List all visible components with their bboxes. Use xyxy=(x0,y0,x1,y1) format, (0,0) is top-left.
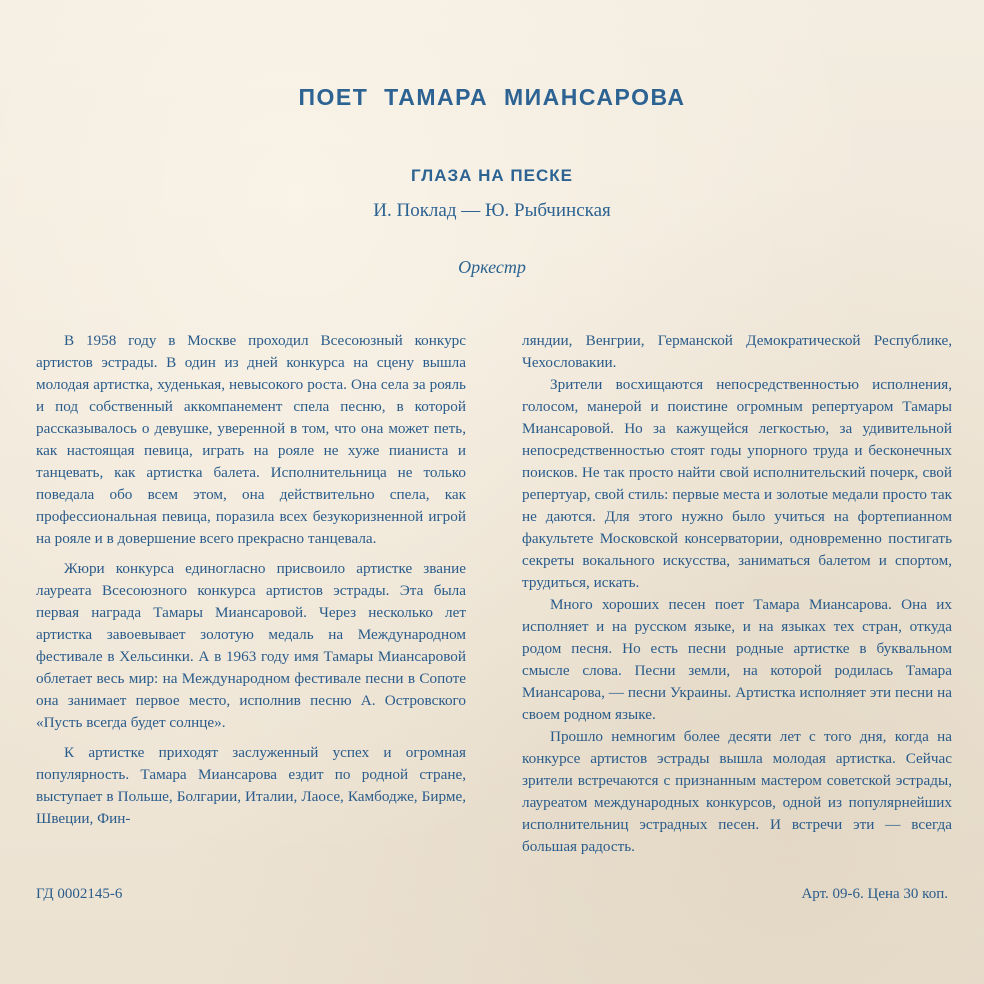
article-paragraph: Много хороших песен поет Тамара Миансарова. Она их исполняет и на русском языке, и на языках тех стран, откуда родом песня. Но есть песни родные артистке в буквальном смысле слова. Песни земли, на которой родилась Тамара Миансарова, — песни Украины. Артистка исполняет эти песни на своем родном языке. xyxy=(522,596,952,723)
album-title: ПОЕТ ТАМАРА МИАНСАРОВА xyxy=(298,84,686,110)
article-paragraph: Жюри конкурса единогласно присвоило артистке звание лауреата Всесоюзного конкурса артистов эстрады. Эта была первая награда Тамары Миансаровой. Через несколько лет артистка завоевывает золотую медаль на Международном фестивале в Хельсинки. А в 1963 году имя Тамары Миансаровой облетает весь мир: на Международном фестивале песни в Сопоте она занимает первое место, исполнив песню А. Островского «Пусть всегда будет солнце». xyxy=(36,560,466,731)
song-authors: И. Поклад — Ю. Рыбчинская xyxy=(373,200,611,221)
article-column-right xyxy=(522,330,952,858)
article-paragraph: К артистке приходят заслуженный успех и огромная популярность. Тамара Миансарова ездит по родной стране, выступает в Польше, Болгарии, Италии, Лаосе, Камбодже, Бирме, Швеции, Фин- xyxy=(36,744,466,827)
article-column-left xyxy=(36,330,466,830)
accompaniment-label: Оркестр xyxy=(458,257,526,277)
song-title: ГЛАЗА НА ПЕСКЕ xyxy=(411,166,573,185)
catalog-number: ГД 0002145-6 xyxy=(36,886,123,902)
article-paragraph: ляндии, Венгрии, Германской Демократической Республике, Чехословакии. xyxy=(522,332,952,371)
article-paragraph: В 1958 году в Москве проходил Всесоюзный конкурс артистов эстрады. В один из дней конкурса на сцену вышла молодая артистка, худенькая, невысокого роста. Она села за рояль и под собственный аккомпанемент спела песню, в которой рассказывалось о девушке, уверенной в том, что она может петь, как настоящая певица, играть на рояле не хуже пианиста и танцевать, как артистка балета. Исполнительница не только поведала обо всем этом, она действительно спела, как профессиональная певица, поразила всех безукоризненной игрой на рояле и в довершение всего прекрасно танцевала. xyxy=(36,332,466,547)
price-label: Арт. 09-6. Цена 30 коп. xyxy=(801,886,948,902)
article-paragraph: Прошло немногим более десяти лет с того дня, когда на конкурсе артистов эстрады вышла молодая артистка. Сейчас зрители встречаются с признанным мастером советской эстрады, лауреатом международных конкурсов, одной из популярнейших исполнительниц эстрадных песен. И встречи эти — всегда большая радость. xyxy=(522,728,952,855)
article-paragraph: Зрители восхищаются непосредственностью исполнения, голосом, манерой и поистине огромным репертуаром Тамары Миансаровой. Но за кажущейся легкостью, за удивительной непосредственностью стоят годы упорного труда и бесконечных поисков. Не так просто найти свой исполнительский почерк, свой репертуар, свой стиль: первые места и золотые медали просто так не даются. Для этого нужно было учиться на фортепианном факультете Московской консерватории, одновременно постигать секреты вокального искусства, заниматься балетом и спортом, трудиться, искать. xyxy=(522,376,952,591)
